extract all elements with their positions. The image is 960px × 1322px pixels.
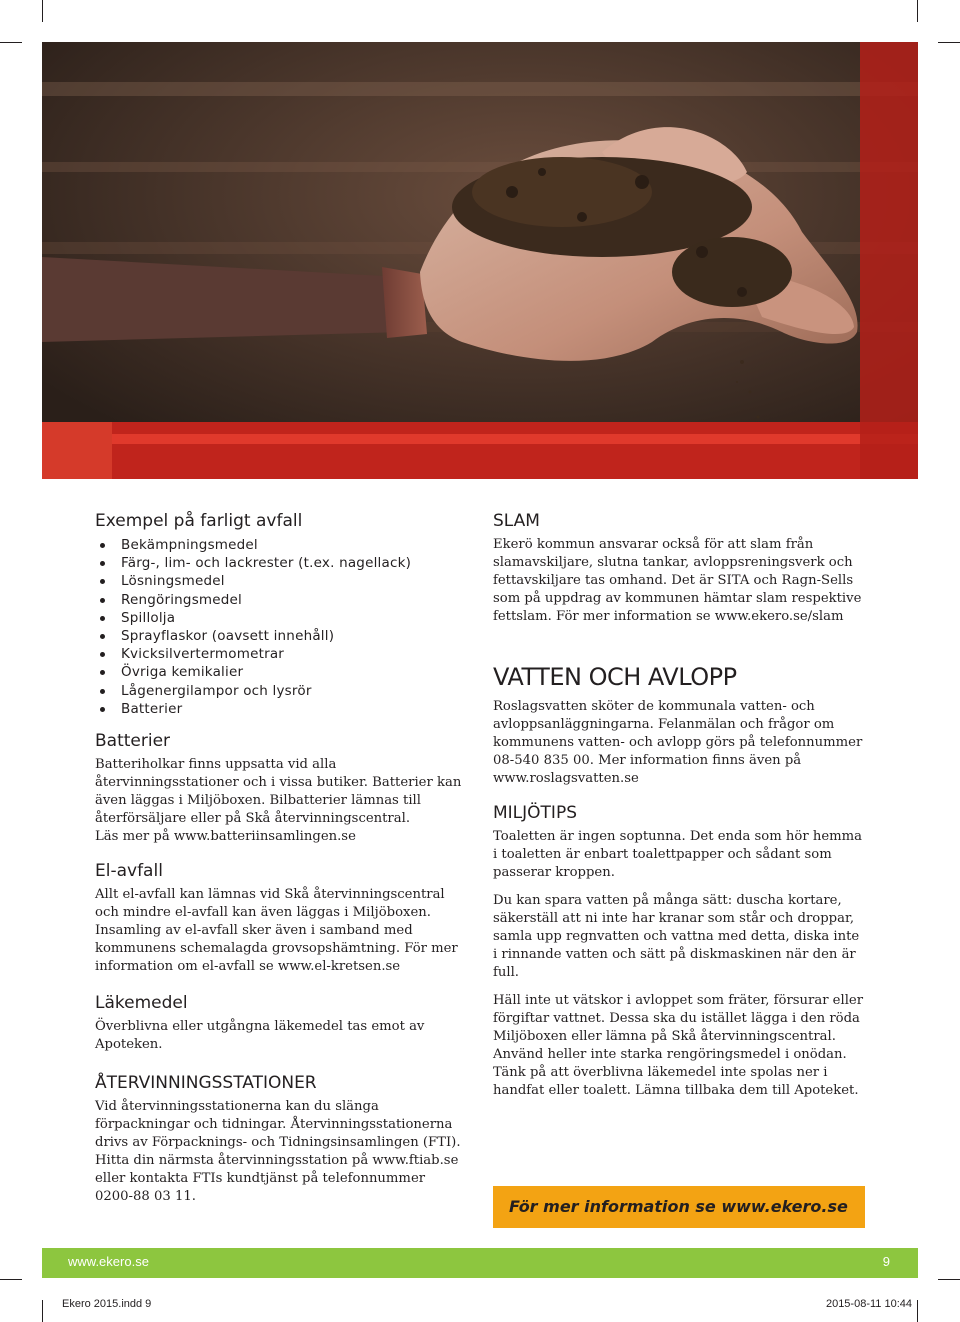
tips-paragraph-3: Häll inte ut vätskor i avloppet som fräter, försurar eller förgiftar vattnet. Dessa ska du istället lägga i den röda Miljöboxen eller lämna på Skå återvinningscentral. Använd heller inte starka rengöringsmedel i onödan. Tänk på att överblivna läkemedel inte spolas ner i handfat eller toalett. Lämna tillbaka dem till Apoteket.	[493, 993, 864, 1098]
slam-text: Ekerö kommun ansvarar också för att slam från slamavskiljare, slutna tankar, avloppsreningsverk och fettavskiljare tas omhand. Det är SITA och Ragn-Sells som på uppdrag av kommunen hämtar slam respektive fettslam. För mer information se www.ekero.se/slam	[493, 537, 862, 624]
crop-mark	[42, 1300, 43, 1322]
hand-holding-soil-photo	[42, 42, 918, 479]
el-text: Allt el-avfall kan lämnas vid Skå återvinningscentral och mindre el-avfall kan även läggas i Miljöboxen. Insamling av el-avfall sker även i samband med kommunens schemalagda grovsopshämtning. För mer information om el-avfall se www.el-kretsen.se	[95, 887, 458, 975]
batteries-link-text[interactable]: Läs mer på www.batteriinsamlingen.se	[95, 829, 356, 845]
list-item: Lösningsmedel	[95, 572, 467, 590]
crop-mark	[0, 1279, 22, 1280]
crop-mark	[938, 1279, 960, 1280]
hazard-title: Exempel på farligt avfall	[95, 511, 303, 531]
crop-mark	[0, 42, 22, 43]
slam-title: SLAM	[493, 511, 540, 531]
list-item: Kvicksilvertermometrar	[95, 645, 467, 663]
crop-mark	[938, 42, 960, 43]
tips-paragraph-2: Du kan spara vatten på många sätt: duscha kortare, säkerställ att ni inte har kranar som står och droppar, samla upp regnvatten och vattna med detta, diska inte i rinnande vatten och sätt på diskmaskinen när den är full.	[493, 893, 860, 980]
batteries-text-lead: Batteriholkar finns uppsatta vid alla återvinningsstationer och i vissa butiker. Batterier kan även läggas i Miljöboxen. Bilbatterier lämnas till återförsäljare eller på Skå återvinningscentral.	[95, 757, 462, 827]
list-item: Övriga kemikalier	[95, 663, 467, 681]
list-item: Färg-, lim- och lackrester (t.ex. nagellack)	[95, 554, 467, 572]
list-item: Bekämpningsmedel	[95, 536, 467, 554]
list-item: Lågenergilampor och lysrör	[95, 682, 467, 700]
crop-mark	[917, 1300, 918, 1322]
page-number: 9	[882, 1254, 890, 1269]
info-box[interactable]: För mer information se www.ekero.se	[493, 1186, 865, 1228]
list-item: Sprayflaskor (oavsett innehåll)	[95, 627, 467, 645]
right-column	[493, 510, 865, 1100]
slug-file: Ekero 2015.indd 9	[62, 1298, 152, 1310]
crop-mark	[917, 0, 918, 22]
left-column	[95, 510, 467, 1206]
med-title: Läkemedel	[95, 993, 188, 1014]
list-item: Batterier	[95, 700, 467, 718]
hazard-list	[95, 536, 467, 718]
list-item: Rengöringsmedel	[95, 591, 467, 609]
med-text: Överblivna eller utgångna läkemedel tas emot av Apoteken.	[95, 1019, 425, 1053]
station-text: Vid återvinningsstationerna kan du slänga förpackningar och tidningar. Återvinningsstationerna drivs av Förpacknings- och Tidningsinsamlingen (FTI). Hitta din närmsta återvinningsstation på www.ftiab.se eller kontakta FTIs kundtjänst på telefonnummer 0200-88 03 11.	[95, 1099, 461, 1205]
water-title: VATTEN OCH AVLOPP	[493, 663, 737, 691]
el-title: El-avfall	[95, 861, 163, 882]
footer-url[interactable]: www.ekero.se	[68, 1254, 149, 1269]
station-title: ÅTERVINNINGSSTATIONER	[95, 1073, 317, 1094]
crop-mark	[42, 0, 43, 22]
tips-title: MILJÖTIPS	[493, 803, 577, 823]
footer-bar	[42, 1248, 918, 1278]
batteries-text	[95, 756, 467, 846]
slug-date: 2015-08-11 10:44	[825, 1298, 912, 1310]
list-item: Spillolja	[95, 609, 467, 627]
batteries-title: Batterier	[95, 731, 171, 752]
tips-paragraph-1: Toaletten är ingen soptunna. Det enda som hör hemma i toaletten är enbart toalettpapper och sådant som passerar kroppen.	[493, 829, 863, 880]
water-text: Roslagsvatten sköter de kommunala vatten- och avloppsanläggningarna. Felanmälan och frågor om kommunens vatten- och avlopp görs på telefonnummer 08-540 835 00. Mer information finns även på www.roslagsvatten.se	[493, 699, 863, 786]
